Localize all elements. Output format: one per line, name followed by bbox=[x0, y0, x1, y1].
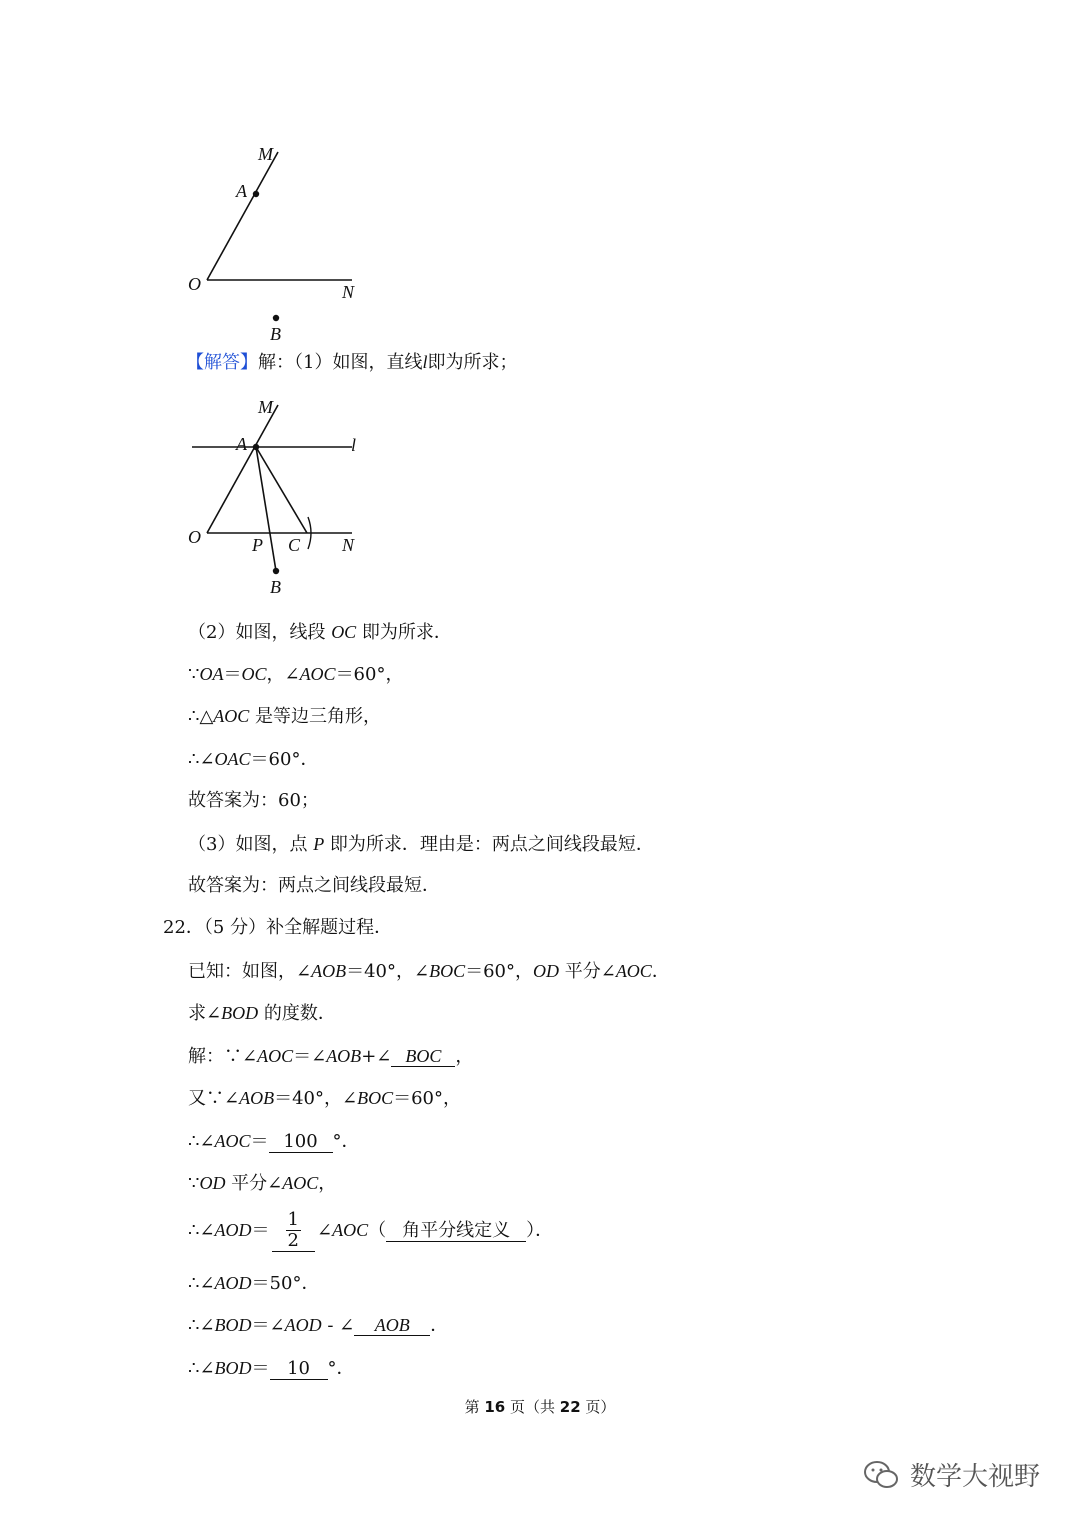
q22-step-3: ∴∠AOC＝ 100 °． bbox=[188, 1131, 360, 1152]
ray-om bbox=[207, 152, 278, 280]
solution-line-answer-60: 故答案为：60； bbox=[188, 790, 319, 811]
q22-step-4: ∵OD 平分∠AOC， bbox=[188, 1173, 337, 1194]
fraction-one-half: $\frac{1}{2}$ bbox=[272, 1210, 315, 1252]
answer-blank-aob: AOB bbox=[354, 1315, 430, 1336]
label-m: M bbox=[258, 144, 273, 164]
solution-line-2: （2）如图，线段 OC 即为所求． bbox=[188, 622, 452, 643]
label-l: l bbox=[351, 435, 357, 455]
q22-ask: 求∠BOD 的度数． bbox=[188, 1003, 336, 1024]
point-b bbox=[273, 315, 279, 321]
label-o: O bbox=[188, 274, 201, 294]
answer-blank-boc: BOC bbox=[391, 1046, 455, 1067]
point-a bbox=[253, 444, 259, 450]
figure-1-angle-mon bbox=[180, 140, 380, 345]
answer-blank-100: 100 bbox=[269, 1132, 333, 1153]
solution-line-answer-shortest: 故答案为：两点之间线段最短． bbox=[188, 875, 440, 896]
q22-step-2: 又∵∠AOB＝40°，∠BOC＝60°， bbox=[188, 1088, 461, 1109]
label-b: B bbox=[270, 324, 281, 344]
label-n: N bbox=[342, 282, 355, 302]
solution-line-because: ∵OA＝OC，∠AOC＝60°， bbox=[188, 664, 404, 685]
point-b bbox=[273, 568, 279, 574]
label-b: B bbox=[270, 577, 281, 597]
label-p: P bbox=[252, 535, 263, 555]
q22-step-5: ∴∠AOD＝ $\frac{1}{2}$ ∠AOC（ 角平分线定义 ）． bbox=[188, 1209, 554, 1251]
q22-title: 22．（5 分）补全解题过程． bbox=[163, 917, 393, 938]
solution-tag: 【解答】 bbox=[186, 352, 258, 373]
solution-line-equilateral: ∴△AOC 是等边三角形， bbox=[188, 706, 382, 727]
label-a: A bbox=[236, 434, 247, 454]
total-page-count: 22 bbox=[559, 1398, 581, 1416]
solution-line-3: （3）如图，点 P 即为所求．理由是：两点之间线段最短． bbox=[188, 834, 654, 855]
q22-step-6: ∴∠AOD＝50°． bbox=[188, 1273, 320, 1294]
q22-step-8: ∴∠BOD＝ 10 °． bbox=[188, 1358, 355, 1379]
point-a bbox=[253, 191, 259, 197]
answer-blank-bisector-definition: 角平分线定义 bbox=[386, 1221, 526, 1242]
solution-line-angle-oac: ∴∠OAC＝60°． bbox=[188, 749, 319, 770]
label-m: M bbox=[258, 397, 273, 417]
watermark-text: 数学大视野 bbox=[910, 1462, 1041, 1492]
label-o: O bbox=[188, 527, 201, 547]
watermark bbox=[862, 1456, 1040, 1493]
q22-given: 已知：如图，∠AOB＝40°，∠BOC＝60°，OD 平分∠AOC． bbox=[188, 961, 670, 982]
page-footer: 第 16 页（共 22 页） bbox=[464, 1398, 616, 1416]
q22-step-1: 解：∵∠AOC＝∠AOB+∠ BOC ， bbox=[188, 1046, 474, 1067]
label-n: N bbox=[342, 535, 355, 555]
wechat-icon bbox=[862, 1458, 902, 1492]
q22-step-7: ∴∠BOD＝∠AOD - ∠ AOB ． bbox=[188, 1315, 449, 1336]
solution-header: 【解答】解：（1）如图，直线l即为所求； bbox=[186, 352, 518, 373]
figure-2-construction bbox=[180, 393, 380, 603]
label-c: C bbox=[288, 535, 301, 555]
current-page-number: 16 bbox=[484, 1398, 506, 1416]
label-a: A bbox=[236, 181, 247, 201]
answer-blank-10: 10 bbox=[270, 1359, 328, 1380]
